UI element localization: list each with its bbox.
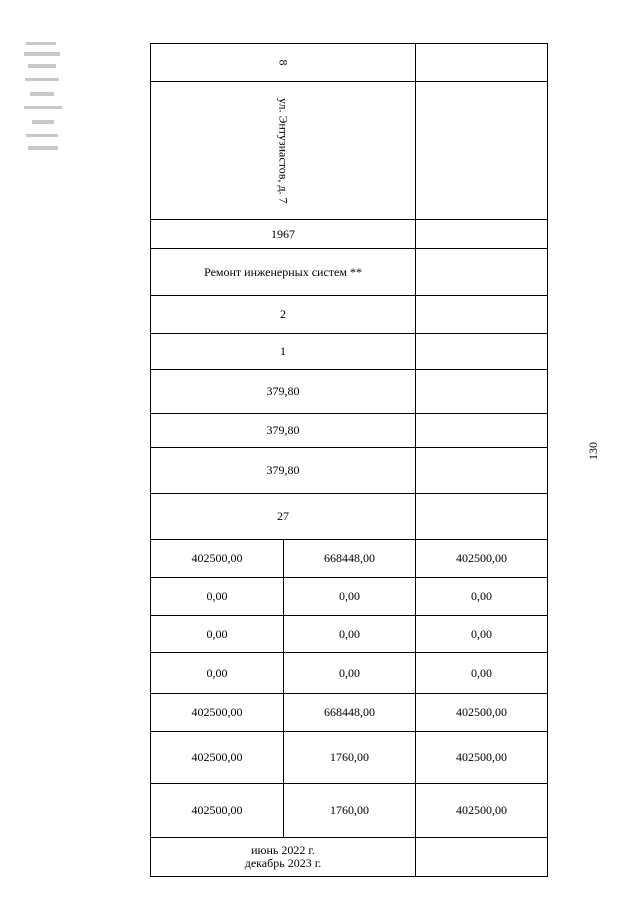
table-cell: 0,00 bbox=[415, 615, 548, 653]
table-cell: 0,00 bbox=[150, 615, 284, 653]
table-cell bbox=[150, 837, 416, 877]
work-period: июнь 2022 г. декабрь 2023 г. bbox=[244, 843, 322, 870]
area-total: 379,80 bbox=[266, 384, 300, 398]
table-cell bbox=[150, 295, 416, 334]
address-label: ул. Энтузиастов, д. 7 bbox=[276, 97, 291, 204]
table-cell bbox=[415, 837, 548, 877]
table-cell: 402500,00 bbox=[150, 731, 284, 784]
table-cell bbox=[415, 369, 548, 414]
table-cell bbox=[415, 81, 548, 220]
table-cell bbox=[415, 493, 548, 540]
page-number: 130 bbox=[586, 442, 600, 460]
table-cell bbox=[415, 248, 548, 296]
table-cell bbox=[150, 43, 416, 82]
table-cell bbox=[415, 295, 548, 334]
table-cell bbox=[150, 413, 416, 448]
table-cell: 402500,00 bbox=[415, 783, 548, 838]
row-number: 8 bbox=[276, 59, 291, 66]
table-cell: 668448,00 bbox=[283, 693, 416, 732]
table-cell bbox=[415, 219, 548, 249]
work-type: Ремонт инженерных систем ** bbox=[204, 264, 362, 279]
table-cell: 668448,00 bbox=[283, 539, 416, 578]
table-cell: 0,00 bbox=[283, 577, 416, 616]
year-built: 1967 bbox=[271, 226, 295, 241]
table-cell bbox=[415, 43, 548, 82]
table-cell bbox=[415, 413, 548, 448]
table-cell bbox=[415, 447, 548, 494]
table-cell bbox=[150, 369, 416, 414]
table-cell: 402500,00 bbox=[150, 539, 284, 578]
table-cell: 0,00 bbox=[283, 652, 416, 694]
table-cell: 1760,00 bbox=[283, 731, 416, 784]
area-residential: 379,80 bbox=[266, 463, 300, 477]
table-cell: 0,00 bbox=[415, 652, 548, 694]
table-cell: 402500,00 bbox=[415, 539, 548, 578]
table-cell bbox=[415, 333, 548, 370]
table-cell: 402500,00 bbox=[150, 783, 284, 838]
table-cell bbox=[150, 333, 416, 370]
table-cell bbox=[150, 447, 416, 494]
table-cell bbox=[150, 493, 416, 540]
area-premises: 379,80 bbox=[266, 423, 300, 437]
table-cell: 402500,00 bbox=[415, 731, 548, 784]
table-cell: 402500,00 bbox=[150, 693, 284, 732]
table-cell: 1760,00 bbox=[283, 783, 416, 838]
table-cell: 402500,00 bbox=[415, 693, 548, 732]
entrances: 1 bbox=[280, 344, 286, 358]
table-cell: 0,00 bbox=[150, 577, 284, 616]
table-cell: 0,00 bbox=[283, 615, 416, 653]
table-cell: 0,00 bbox=[150, 652, 284, 694]
table-cell bbox=[150, 81, 416, 220]
residents: 27 bbox=[277, 509, 289, 523]
table-cell bbox=[150, 248, 416, 296]
table-cell bbox=[150, 219, 416, 249]
floors: 2 bbox=[280, 307, 286, 321]
table-cell: 0,00 bbox=[415, 577, 548, 616]
